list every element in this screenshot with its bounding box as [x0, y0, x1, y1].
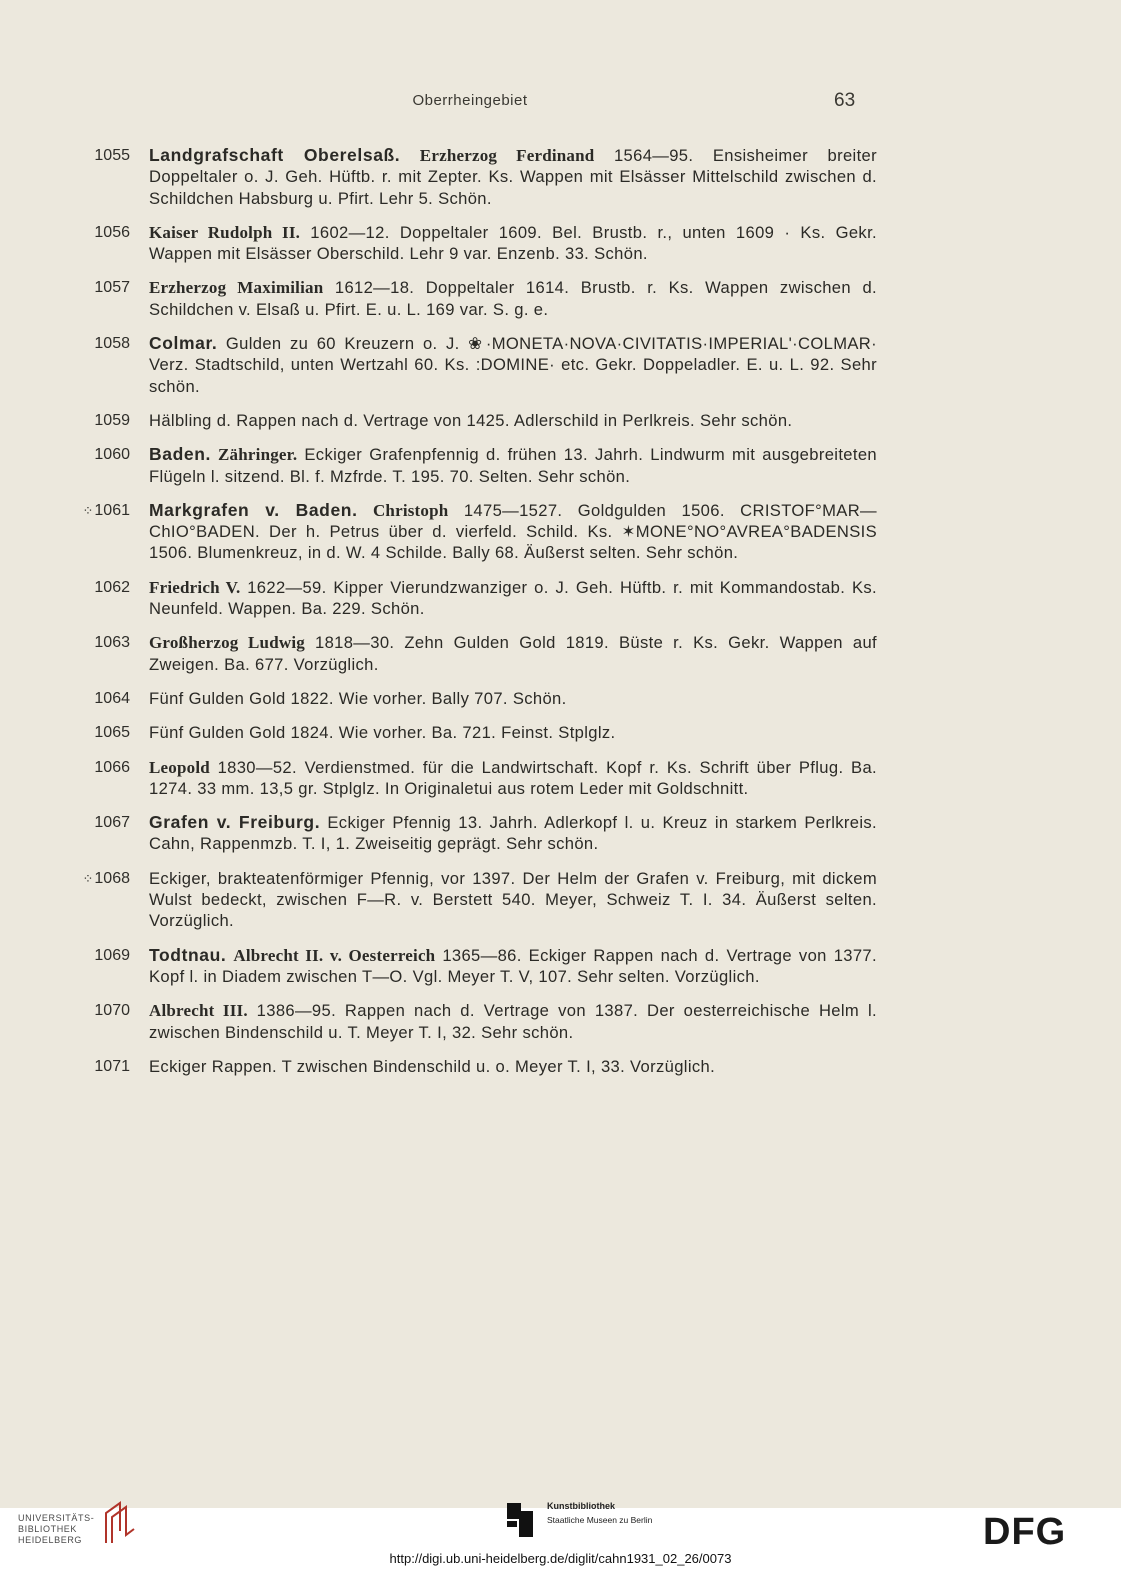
lot-entry — [60, 945, 880, 988]
lot-number — [60, 722, 130, 743]
ub-line1: UNIVERSITÄTS- — [18, 1513, 95, 1523]
lot-description — [149, 688, 877, 709]
lot-description — [149, 757, 877, 800]
lot-description — [149, 812, 877, 855]
lot-description — [149, 444, 877, 487]
lot-number-text: 1066 — [94, 758, 130, 776]
page-number: 63 — [834, 90, 856, 111]
lot-number — [60, 500, 130, 521]
lot-number-text: 1067 — [94, 814, 130, 832]
lot-text: Eckiger Rappen. T zwischen Bindenschild u. o. Meyer T. I, 33. Vorzüglich. — [149, 1056, 716, 1076]
lot-number — [60, 333, 130, 354]
dfg-logo[interactable] — [983, 1513, 1095, 1552]
lot-text: 1386—95. Rappen nach d. Vertrage von 1387. Der oesterreichische Helm l. zwischen Bindenschild u. T. Meyer T. I, 32. Sehr schön. — [149, 1001, 877, 1042]
lot-number-text: 1060 — [94, 446, 130, 464]
lot-heading: Colmar. — [149, 333, 218, 354]
lot-text: Eckiger, brakteatenförmiger Pfennig, vor 1397. Der Helm der Grafen v. Freiburg, mit dickem Wulst bedeckt, zwischen F—R. v. Berstett 540. Meyer, Schweiz T. I. 34. Äußerst selten. Vorzüglich. — [149, 868, 877, 931]
lot-description — [149, 577, 877, 620]
lot-number — [60, 222, 130, 243]
lot-ruler: Erzherzog Maximilian — [149, 278, 324, 298]
lot-number — [60, 812, 130, 833]
lot-description — [149, 333, 877, 397]
lot-text: Gulden zu 60 Kreuzern o. J. ❀·MONETA·NOVA·CIVITATIS·IMPERIAL'·COLMAR· Verz. Stadtschild, unten Wertzahl 60. Ks. :DOMINE· etc. Gekr. Doppeladler. E. u. L. 92. Sehr schön. — [149, 334, 878, 396]
kunstbibliothek-logo[interactable] — [505, 1497, 653, 1548]
lot-description — [149, 632, 877, 675]
lot-description — [149, 145, 877, 209]
lot-entry — [60, 757, 880, 800]
lot-entry — [60, 277, 880, 320]
lot-number — [60, 444, 130, 465]
lot-number-text: 1069 — [94, 946, 130, 964]
lot-ruler: Albrecht III. — [149, 1001, 248, 1021]
lot-description — [149, 410, 877, 431]
lot-ruler: Albrecht II. v. Oesterreich — [233, 945, 436, 965]
lot-number-text: 1057 — [94, 279, 130, 297]
lot-text: Fünf Gulden Gold 1822. Wie vorher. Bally 707. Schön. — [149, 688, 567, 708]
lot-description — [149, 1000, 877, 1043]
lot-list — [60, 145, 880, 1090]
lot-entry — [60, 1000, 880, 1043]
lot-text: 1830—52. Verdienstmed. für die Landwirtschaft. Kopf r. Ks. Schrift über Pflug. Ba. 1274. 33 mm. 13,5 gr. Stplglz. In Originaletui aus rotem Leder mit Goldschnitt. — [149, 757, 877, 798]
lot-text: Eckiger Pfennig 13. Jahrh. Adlerkopf l. u. Kreuz in starkem Perlkreis. Cahn, Rappenmzb. T. I, 1. Zweiseitig geprägt. Sehr schön. — [149, 813, 877, 854]
heidelberg-library-logo[interactable] — [18, 1503, 94, 1543]
lot-description — [149, 500, 877, 564]
lot-number-text: 1065 — [94, 724, 130, 742]
lot-entry — [60, 333, 880, 397]
lot-ruler: Großherzog Ludwig — [149, 633, 305, 653]
lot-entry — [60, 577, 880, 620]
lot-number-text: 1058 — [94, 335, 130, 353]
lot-number-text: 1071 — [94, 1057, 130, 1075]
svg-text:DFG: DFG — [983, 1513, 1067, 1547]
lot-heading: Markgrafen v. Baden. — [149, 499, 358, 520]
lot-text: 1365—86. Eckiger Rappen nach d. Vertrage von 1377. Kopf l. in Diadem zwischen T—O. Vgl. Meyer T. V, 107. Sehr selten. Vorzüglich. — [149, 945, 877, 986]
highlight-mark-icon: ⁘ — [82, 502, 94, 518]
highlight-mark-icon: ⁘ — [82, 870, 94, 886]
lot-text: Eckiger Grafenpfennig d. frühen 13. Jahrh. Lindwurm mit ausgebreiteten Flügeln l. sitzend. Bl. f. Mzfrde. T. 195. 70. Selten. Sehr schön. — [149, 445, 877, 486]
lot-number — [60, 277, 130, 298]
lot-number-text: 1064 — [94, 689, 130, 707]
lot-entry — [60, 1056, 880, 1077]
lot-ruler: Kaiser Rudolph II. — [149, 222, 301, 242]
ub-mark-icon — [100, 1499, 140, 1547]
lot-number-text: 1056 — [94, 223, 130, 241]
lot-ruler: Leopold — [149, 757, 210, 777]
lot-text: 1564—95. Ensisheimer breiter Doppeltaler o. J. Geh. Hüftb. r. mit Zepter. Ks. Wappen mit Elsässer Mittelschild zwischen d. Schildchen Habsburg u. Pfirt. Lehr 5. Schön. — [149, 146, 877, 208]
lot-description — [149, 277, 877, 320]
lot-number — [60, 577, 130, 598]
lot-description — [149, 222, 877, 265]
lot-number-text: 1068 — [94, 869, 130, 887]
lot-entry — [60, 444, 880, 487]
kb-name: Kunstbibliothek — [547, 1501, 615, 1511]
lot-heading: Baden. — [149, 444, 211, 465]
lot-description — [149, 868, 877, 932]
lot-entry — [60, 632, 880, 675]
lot-heading: Landgrafschaft Oberelsaß. — [149, 145, 401, 165]
lot-number-text: 1070 — [94, 1002, 130, 1020]
lot-number — [60, 1000, 130, 1021]
lot-text: 1475—1527. Goldgulden 1506. CRISTOF°MAR—ChIO°BADEN. Der h. Petrus über d. vierfeld. Schild. Ks. ✶MONE°NO°AVREA°BADENSIS 1506. Blumenkreuz, in d. W. 4 Schilde. Bally 68. Äußerst selten. Sehr schön. — [149, 500, 877, 563]
kb-subtitle: Staatliche Museen zu Berlin — [547, 1515, 653, 1525]
lot-heading: Todtnau. — [149, 944, 227, 965]
kb-mark-icon — [505, 1497, 535, 1543]
running-header: Oberrheingebiet — [412, 92, 528, 109]
ub-line2: BIBLIOTHEK — [18, 1524, 78, 1534]
lot-number-text: 1059 — [94, 411, 130, 429]
lot-number — [60, 1056, 130, 1077]
lot-number — [60, 757, 130, 778]
lot-number — [60, 868, 130, 889]
lot-description — [149, 1056, 877, 1077]
lot-text: Hälbling d. Rappen nach d. Vertrage von 1425. Adlerschild in Perlkreis. Sehr schön. — [149, 410, 793, 430]
lot-number-text: 1055 — [94, 147, 130, 164]
lot-text: 1602—12. Doppeltaler 1609. Bel. Brustb. r., unten 1609 · Ks. Gekr. Wappen mit Elsässer Oberschild. Lehr 9 var. Enzenb. 33. Schön. — [149, 222, 877, 264]
permalink-url[interactable]: http://digi.ub.uni-heidelberg.de/diglit/cahn1931_02_26/0073 — [389, 1551, 732, 1566]
lot-description — [149, 945, 877, 988]
lot-entry — [60, 145, 880, 209]
lot-number — [60, 632, 130, 653]
lot-number — [60, 945, 130, 966]
lot-text: 1622—59. Kipper Vierundzwanziger o. J. Geh. Hüftb. r. mit Kommandostab. Ks. Neunfeld. Wappen. Ba. 229. Schön. — [149, 577, 877, 619]
lot-heading: Grafen v. Freiburg. — [149, 812, 321, 833]
lot-text: 1612—18. Doppeltaler 1614. Brustb. r. Ks. Wappen zwischen d. Schildchen v. Elsaß u. Pfirt. E. u. L. 169 var. S. g. e. — [149, 278, 877, 319]
lot-number — [60, 410, 130, 431]
lot-number — [60, 145, 130, 166]
lot-description — [149, 722, 877, 743]
lot-number-text: 1062 — [94, 578, 130, 596]
lot-entry — [60, 222, 880, 265]
lot-number-text: 1063 — [94, 634, 130, 652]
lot-text: 1818—30. Zehn Gulden Gold 1819. Büste r. Ks. Gekr. Wappen auf Zweigen. Ba. 677. Vorzüglich. — [149, 633, 877, 674]
lot-entry — [60, 410, 880, 431]
lot-ruler: Zähringer. — [218, 445, 298, 465]
lot-ruler: Friedrich V. — [149, 577, 241, 597]
ub-line3: HEIDELBERG — [18, 1535, 83, 1545]
lot-text: Fünf Gulden Gold 1824. Wie vorher. Ba. 721. Feinst. Stplglz. — [149, 723, 616, 743]
lot-entry — [60, 812, 880, 855]
lot-entry — [60, 500, 880, 564]
lot-entry — [60, 868, 880, 932]
lot-number — [60, 688, 130, 709]
dfg-logo-icon — [983, 1513, 1095, 1547]
lot-ruler: Christoph — [372, 500, 449, 520]
lot-ruler: Erzherzog Ferdinand — [419, 146, 595, 165]
lot-entry — [60, 722, 880, 743]
lot-number-text: 1061 — [94, 501, 130, 519]
lot-entry — [60, 688, 880, 709]
